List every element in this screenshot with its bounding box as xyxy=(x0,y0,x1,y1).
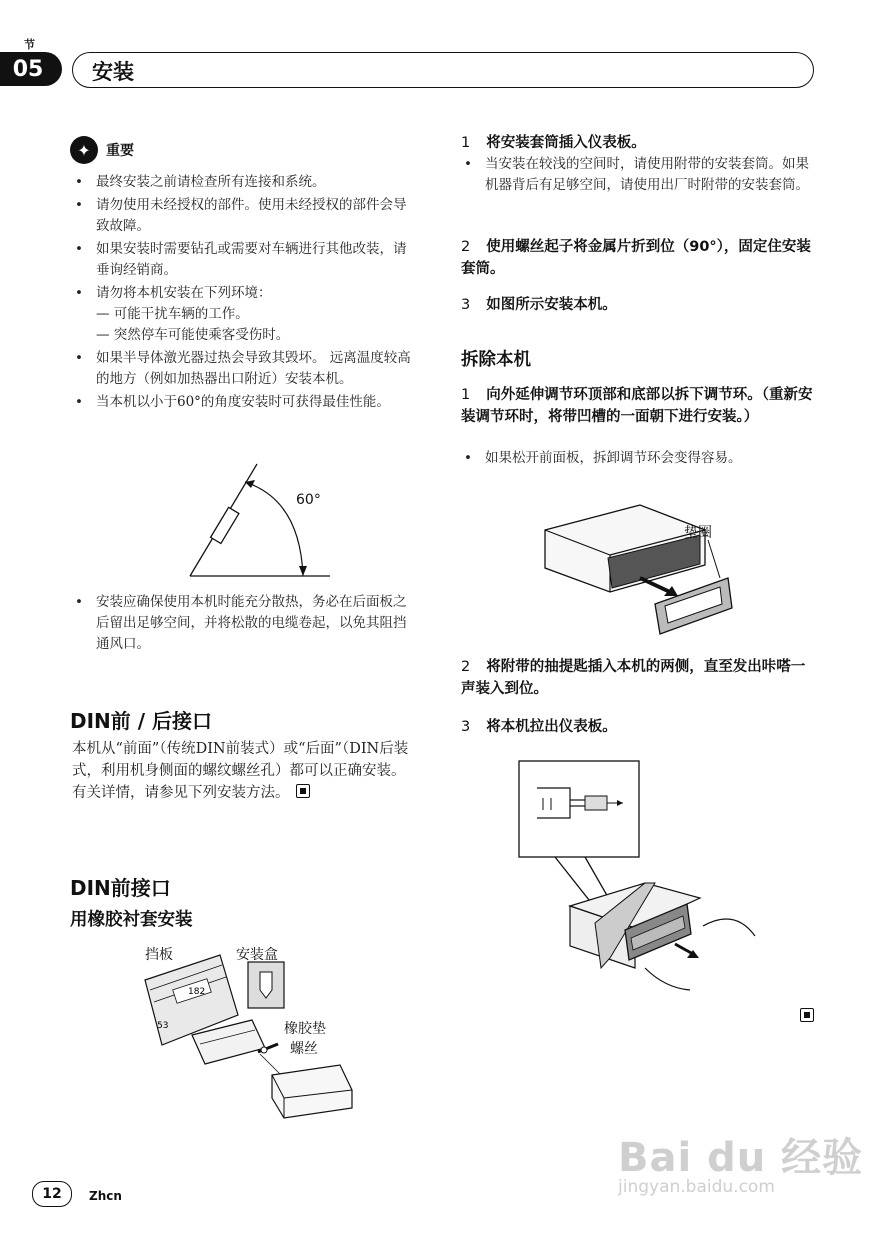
din-front-diagram xyxy=(140,940,370,1125)
step-number: 1 xyxy=(461,387,471,403)
sub-item: — 可能干扰车辆的工作。 xyxy=(96,306,249,322)
step-text: 将本机拉出仪表板。 xyxy=(486,719,617,735)
section-title: 安装 xyxy=(92,60,134,84)
step-number: 3 xyxy=(461,719,471,735)
language-code: Zhcn xyxy=(89,1189,122,1203)
label-trim-ring: 垫圈 xyxy=(684,525,712,541)
list-item xyxy=(72,283,418,346)
list-item: • 请勿使用未经授权的部件。使用未经授权的部件会导致故障。 xyxy=(72,195,418,237)
step-text: 将安装套筒插入仪表板。 xyxy=(486,135,646,151)
label-mounting-box: 安装盒 xyxy=(236,947,278,963)
section-title-bar xyxy=(72,52,814,88)
din-front-subtitle: 用橡胶衬套安装 xyxy=(70,910,193,930)
list-item: • 如果松开前面板，拆卸调节环会变得容易。 xyxy=(461,448,816,469)
step-number: 1 xyxy=(461,135,471,151)
step-text: 将附带的抽提匙插入本机的两侧，直至发出咔嗒一声装入到位。 xyxy=(461,659,806,697)
end-mark-icon xyxy=(800,1008,814,1022)
important-pin-icon: ✦ xyxy=(70,136,98,164)
right-end-mark xyxy=(800,1006,814,1025)
list-item: • 如果安装时需要钻孔或需要对车辆进行其他改装，请垂询经销商。 xyxy=(72,239,418,281)
end-mark-icon xyxy=(296,784,310,798)
step-text: 使用螺丝起子将金属片折到位（90°），固定住安装套筒。 xyxy=(461,239,811,277)
remove-step-1-note xyxy=(461,448,816,471)
section-number: 05 xyxy=(0,52,62,86)
list-item: • 如果半导体激光器过热会导致其毁坏。 远离温度较高的地方（例如加热器出口附近）安装本机。 xyxy=(72,348,418,390)
heat-note-list xyxy=(72,592,418,655)
list-item: • 最终安装之前请检查所有连接和系统。 xyxy=(72,172,418,193)
install-step-2 xyxy=(461,236,816,280)
step-number: 2 xyxy=(461,659,471,675)
watermark-logo: Bai du 经验 xyxy=(618,1135,864,1181)
remove-unit-title: 拆除本机 xyxy=(461,350,531,370)
important-label: 重要 xyxy=(106,143,134,159)
step-text: 向外延伸调节环顶部和底部以拆下调节环。（重新安装调节环时，将带凹槽的一面朝下进行安装。） xyxy=(461,387,813,425)
din-front-title: DIN前接口 xyxy=(70,876,171,900)
step-number: 2 xyxy=(461,239,471,255)
label-panel: 挡板 xyxy=(145,947,173,963)
important-list xyxy=(72,172,418,413)
label-screw: 螺丝 xyxy=(290,1041,318,1057)
angle-diagram xyxy=(185,460,335,582)
remove-step-3 xyxy=(461,716,816,738)
step-number: 3 xyxy=(461,297,471,313)
remove-step-2 xyxy=(461,656,816,700)
list-item: • 当安装在较浅的空间时，请使用附带的安装套筒。如果机器背后有足够空间，请使用出厂时附带的安装套筒。 xyxy=(461,154,816,196)
panel-number: 182 xyxy=(188,987,206,997)
panel-number: 53 xyxy=(157,1021,169,1031)
trim-ring-diagram xyxy=(540,500,740,640)
remove-step-1 xyxy=(461,384,816,428)
din-body-text: 本机从“前面”（传统DIN前装式）或“后面”（DIN后装式，利用机身侧面的螺纹螺丝孔）都可以正确安装。 有关详情，请参见下列安装方法。 xyxy=(72,741,409,801)
watermark-url: jingyan.baidu.com xyxy=(618,1177,775,1197)
section-label: 节 xyxy=(24,38,35,51)
important-heading xyxy=(70,136,134,164)
angle-label: 60° xyxy=(296,492,321,508)
step-note-list xyxy=(461,154,816,196)
install-step-1 xyxy=(461,132,816,154)
list-item-text: 请勿将本机安装在下列环境： xyxy=(96,285,272,301)
important-list-container xyxy=(72,172,418,415)
page-number: 12 xyxy=(32,1181,72,1207)
install-step-1-note xyxy=(461,154,816,198)
list-item: • 当本机以小于60°的角度安装时可获得最佳性能。 xyxy=(72,392,418,413)
step-text: 如图所示安装本机。 xyxy=(486,297,617,313)
install-step-3 xyxy=(461,294,816,316)
list-item: • 安装应确保使用本机时能充分散热，务必在后面板之后留出足够空间，并将松散的电缆卷起，以免其阻挡通风口。 xyxy=(72,592,418,655)
sub-item: — 突然停车可能使乘客受伤时。 xyxy=(96,327,290,343)
din-section-body xyxy=(72,738,418,804)
pull-out-diagram xyxy=(515,758,765,1003)
step-note-list xyxy=(461,448,816,469)
din-section-title: DIN前 / 后接口 xyxy=(70,709,213,733)
heat-note-container xyxy=(72,592,418,657)
label-rubber-pad: 橡胶垫 xyxy=(284,1021,326,1037)
